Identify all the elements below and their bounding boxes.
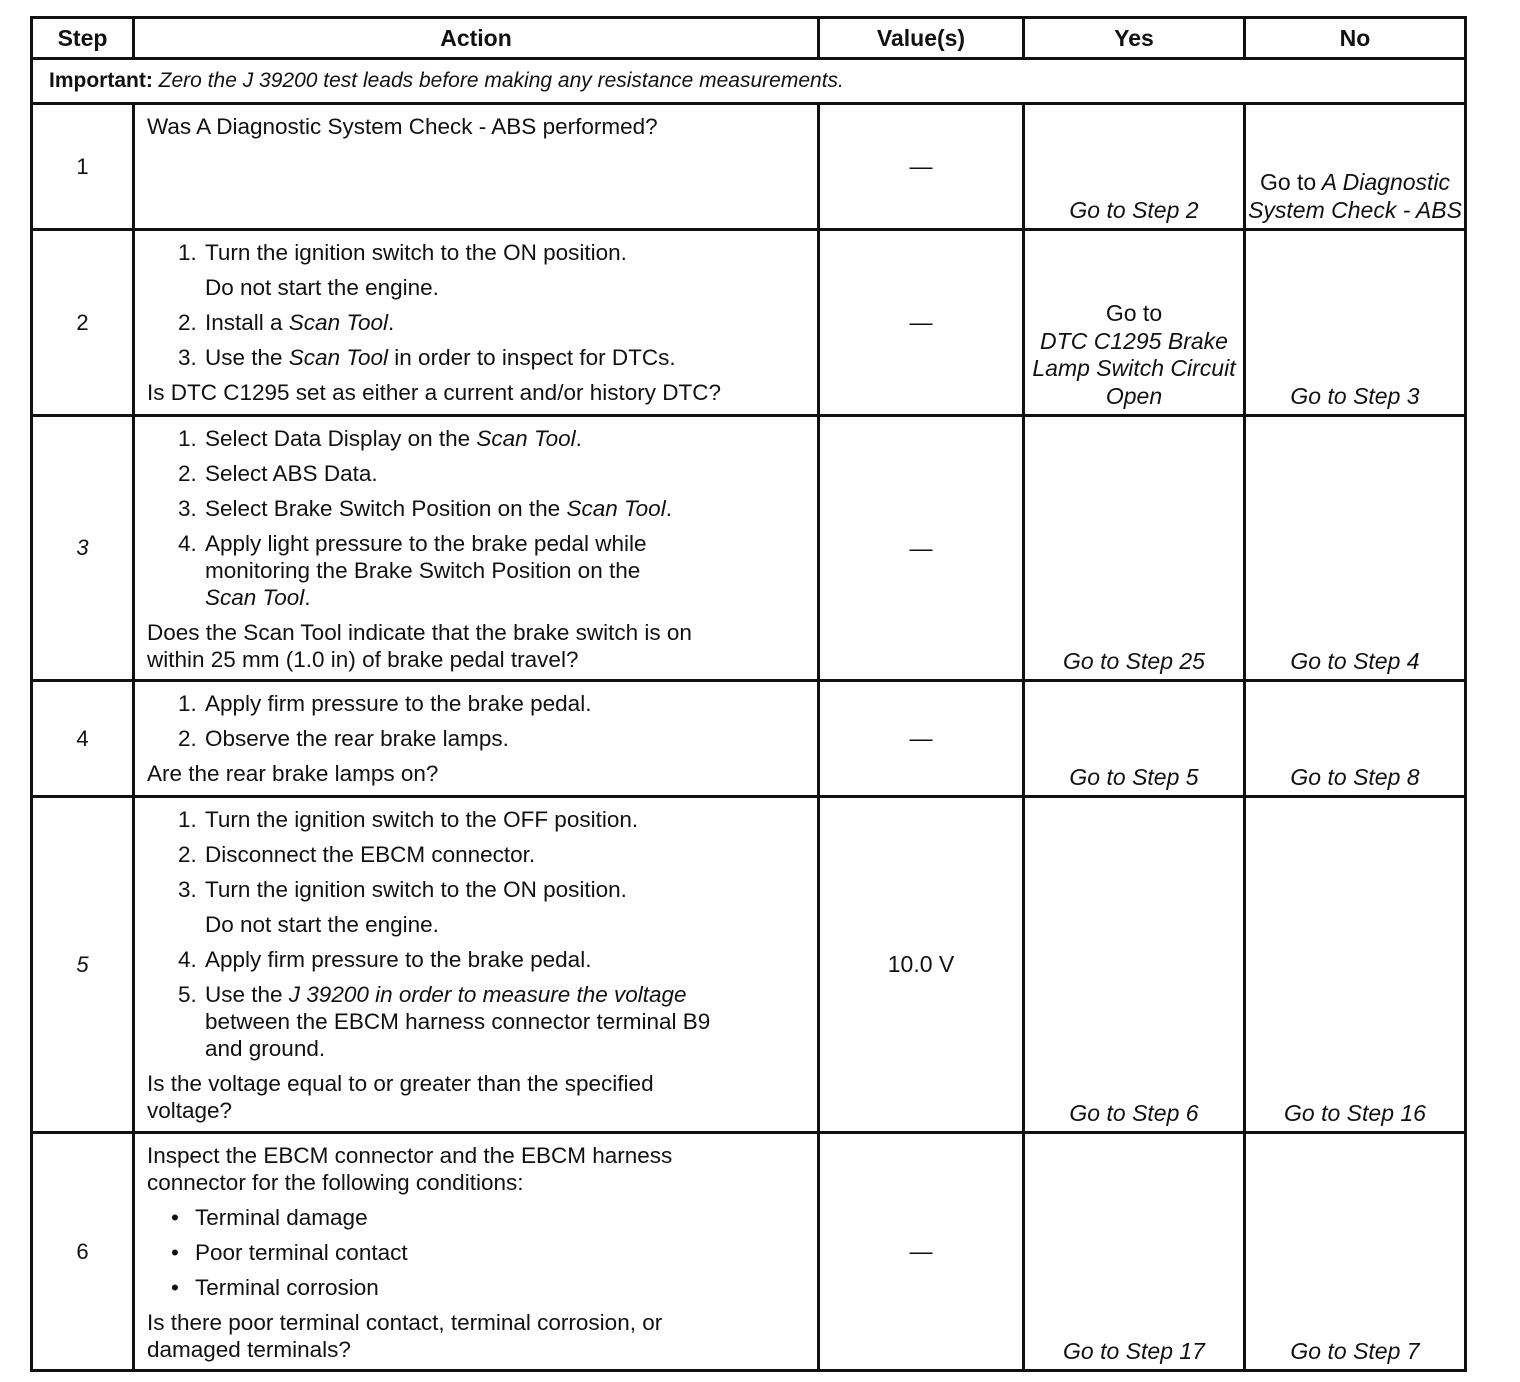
no-goto: Go to Step 7 [1290, 1337, 1420, 1364]
yes-goto-target: DTC C1295 Brake Lamp Switch Circuit Open [1032, 327, 1236, 409]
action-steps [147, 690, 805, 752]
action-step-text-end: . [304, 585, 311, 610]
important-note [32, 59, 1466, 104]
value-cell: — [819, 1133, 1024, 1371]
action-step: 4. Apply firm pressure to the brake pedal. [203, 946, 805, 973]
list-item: • Terminal corrosion [195, 1274, 805, 1301]
action-step [203, 425, 805, 452]
value-cell: — [819, 230, 1024, 416]
condition-list [147, 1204, 805, 1301]
action-question: Does the Scan Tool indicate that the brake switch is on within 25 mm (1.0 in) of brake pedal travel? [147, 620, 692, 672]
no-cell [1245, 416, 1466, 681]
action-step-emphasis: J 39200 in order to measure the voltage [288, 982, 687, 1007]
no-goto-target: A Diagnostic System Check - ABS [1248, 169, 1462, 223]
action-step: 2. Observe the rear brake lamps. [203, 725, 805, 752]
no-cell [1245, 797, 1466, 1133]
action-question: Was A Diagnostic System Check - ABS performed? [147, 114, 658, 139]
action-step-text: Turn the ignition switch to the ON position. [205, 877, 627, 902]
action-step [203, 239, 805, 301]
list-item: • Poor terminal contact [195, 1239, 805, 1266]
action-cell [134, 416, 819, 681]
action-question: Is the voltage equal to or greater than the specified voltage? [147, 1071, 654, 1123]
yes-goto: Go to Step 6 [1069, 1099, 1199, 1126]
action-step [203, 495, 805, 522]
yes-cell [1024, 797, 1245, 1133]
important-row [32, 59, 1466, 104]
action-question: Are the rear brake lamps on? [147, 761, 439, 786]
yes-goto [1025, 300, 1243, 410]
header-no: No [1245, 18, 1466, 59]
action-step-text: Use the [205, 982, 289, 1007]
no-goto: Go to Step 8 [1290, 763, 1420, 790]
action-step-text: Apply light pressure to the brake pedal while monitoring the Brake Switch Position on the [205, 531, 647, 583]
action-step [203, 981, 805, 1062]
table-row [32, 681, 1466, 797]
action-cell [134, 1133, 819, 1371]
action-step [203, 309, 805, 336]
header-values: Value(s) [819, 18, 1024, 59]
yes-cell [1024, 1133, 1245, 1371]
no-goto [1246, 169, 1464, 224]
yes-cell [1024, 416, 1245, 681]
action-cell [134, 797, 819, 1133]
header-step: Step [32, 18, 134, 59]
no-goto: Go to Step 3 [1290, 382, 1420, 409]
action-step-text: Use the [205, 345, 289, 370]
action-question: Is DTC C1295 set as either a current and/or history DTC? [147, 380, 721, 405]
action-step-text-end: . [388, 310, 395, 335]
step-number: 3 [32, 416, 134, 681]
yes-goto-prefix: Go to [1105, 300, 1163, 326]
action-step-text: Install a [205, 310, 289, 335]
action-step-text-end: in order to inspect for DTCs. [388, 345, 676, 370]
action-steps [147, 806, 805, 1062]
diagnostic-table [30, 16, 1467, 1372]
action-cell [134, 104, 819, 230]
action-lead: Inspect the EBCM connector and the EBCM harness connector for the following conditions: [147, 1143, 673, 1195]
no-cell [1245, 1133, 1466, 1371]
step-number: 4 [32, 681, 134, 797]
action-step-text: Select ABS Data. [205, 461, 378, 486]
list-item: • Terminal damage [195, 1204, 805, 1231]
yes-goto: Go to Step 17 [1063, 1337, 1205, 1364]
yes-goto: Go to Step 2 [1069, 196, 1199, 223]
action-step-text-end: . [665, 496, 672, 521]
no-cell [1245, 104, 1466, 230]
yes-cell [1024, 230, 1245, 416]
important-label: Important: [49, 69, 153, 92]
action-cell [134, 681, 819, 797]
action-step-emphasis: Scan Tool [288, 310, 389, 335]
action-question: Is there poor terminal contact, terminal corrosion, or damaged terminals? [147, 1310, 663, 1362]
step-number: 1 [32, 104, 134, 230]
action-step-text: Select Brake Switch Position on the [205, 496, 567, 521]
action-step [203, 344, 805, 371]
action-step-emphasis: Scan Tool [288, 345, 389, 370]
no-goto: Go to Step 16 [1284, 1099, 1426, 1126]
action-step [203, 460, 805, 487]
value-cell: 10.0 V [819, 797, 1024, 1133]
table-row [32, 797, 1466, 1133]
action-cell [134, 230, 819, 416]
action-step [203, 530, 805, 611]
table-row [32, 230, 1466, 416]
action-step-note: Do not start the engine. [205, 912, 439, 937]
no-goto-prefix: Go to [1259, 169, 1317, 195]
action-step: 1. Apply firm pressure to the brake pedal. [203, 690, 805, 717]
yes-cell [1024, 681, 1245, 797]
action-step [203, 876, 805, 938]
action-step-text-end: between the EBCM harness connector terminal B9 and ground. [205, 1009, 711, 1061]
action-step-note: Do not start the engine. [205, 275, 439, 300]
step-number: 2 [32, 230, 134, 416]
action-steps [147, 239, 805, 371]
yes-cell [1024, 104, 1245, 230]
action-step-text: Turn the ignition switch to the ON position. [205, 240, 627, 265]
action-step-emphasis: Scan Tool [566, 496, 666, 521]
header-action: Action [134, 18, 819, 59]
action-step: 1. Turn the ignition switch to the OFF position. [203, 806, 805, 833]
header-row [32, 18, 1466, 59]
yes-goto: Go to Step 5 [1069, 763, 1199, 790]
action-step-emphasis: Scan Tool [205, 585, 305, 610]
action-step-text: Select Data Display on the [205, 426, 477, 451]
action-step-text-end: . [575, 426, 582, 451]
value-cell: — [819, 416, 1024, 681]
value-cell: — [819, 681, 1024, 797]
table-row [32, 104, 1466, 230]
action-steps [147, 425, 805, 611]
header-yes: Yes [1024, 18, 1245, 59]
table-row [32, 416, 1466, 681]
table-row [32, 1133, 1466, 1371]
value-cell: — [819, 104, 1024, 230]
no-goto: Go to Step 4 [1290, 647, 1420, 674]
action-step: 2. Disconnect the EBCM connector. [203, 841, 805, 868]
no-cell [1245, 230, 1466, 416]
no-cell [1245, 681, 1466, 797]
step-number: 6 [32, 1133, 134, 1371]
step-number: 5 [32, 797, 134, 1133]
important-text: Zero the J 39200 test leads before making any resistance measurements. [152, 69, 844, 92]
yes-goto: Go to Step 25 [1063, 647, 1205, 674]
action-step-emphasis: Scan Tool [476, 426, 576, 451]
